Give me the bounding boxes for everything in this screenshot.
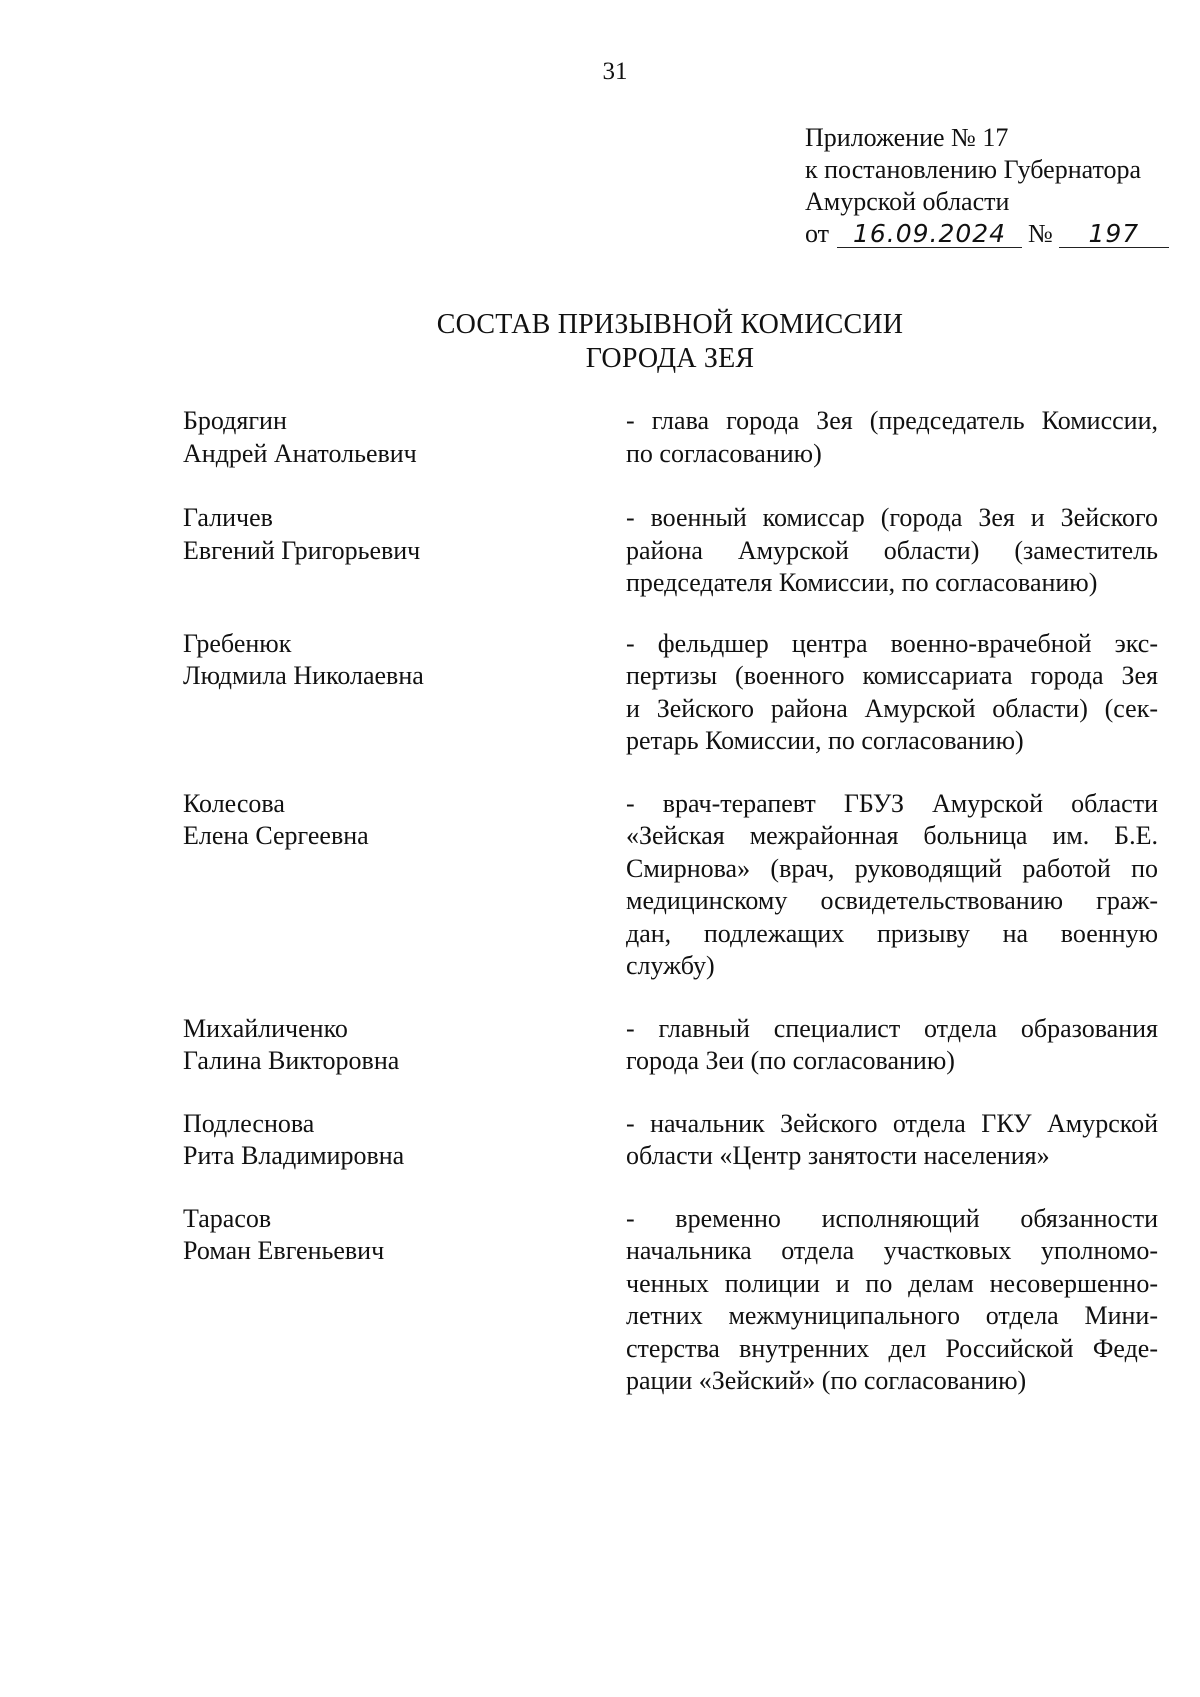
member-given-names: Людмила Николаевна — [183, 661, 424, 690]
page-number: 31 — [602, 58, 628, 85]
member-surname: Галичев — [183, 503, 273, 532]
member-name — [183, 1108, 626, 1173]
title-line-1: СОСТАВ ПРИЗЫВНОЙ КОМИССИИ — [436, 309, 904, 340]
member-surname: Михайличенко — [183, 1013, 348, 1043]
member-role — [626, 1203, 1158, 1398]
member-role — [626, 628, 1158, 758]
member-entry — [183, 1108, 1158, 1173]
role-line: рации «Зейский» (по согласованию) — [626, 1366, 1027, 1395]
role-line: ретарь Комиссии, по согласованию) — [626, 726, 1024, 755]
member-name — [183, 1013, 626, 1078]
role-line: по согласованию) — [626, 438, 822, 468]
commission-members-list — [183, 405, 1158, 1398]
member-name — [183, 502, 626, 600]
member-entry — [183, 1013, 1158, 1078]
member-entry — [183, 1203, 1158, 1398]
member-surname: Подлеснова — [183, 1108, 315, 1138]
title-line-2: ГОРОДА ЗЕЯ — [585, 343, 755, 374]
member-entry — [183, 405, 1158, 470]
role-line: летних межмуниципального отдела Мини- — [626, 1301, 1158, 1330]
member-given-names: Рита Владимировна — [183, 1141, 405, 1170]
role-line: района Амурской области) (заместитель — [626, 535, 1158, 565]
member-given-names: Галина Викторовна — [183, 1046, 400, 1075]
role-line: службу) — [626, 951, 715, 980]
role-line: - начальник Зейского отдела ГКУ Амурской — [626, 1108, 1158, 1138]
handwritten-date: 16.09.2024 — [837, 221, 1022, 248]
role-line: Смирнова» (врач, руководящий работой по — [626, 853, 1158, 883]
role-line: стерства внутренних дел Российской Феде- — [626, 1333, 1158, 1363]
role-line: - фельдшер центра военно-врачебной экс- — [626, 628, 1158, 658]
appendix-header — [805, 122, 1169, 250]
member-given-names: Евгений Григорьевич — [183, 535, 421, 565]
handwritten-number: 197 — [1059, 221, 1169, 248]
role-line: ченных полиции и по делам несовершенно- — [626, 1268, 1158, 1298]
member-role — [626, 1013, 1158, 1078]
role-line: - временно исполняющий обязанности — [626, 1203, 1158, 1233]
member-given-names: Андрей Анатольевич — [183, 438, 417, 468]
member-entry — [183, 788, 1158, 983]
role-line: города Зеи (по согласованию) — [626, 1046, 955, 1075]
role-line: пертизы (военного комиссариата города Зея — [626, 661, 1158, 690]
member-role — [626, 405, 1158, 470]
role-line: дан, подлежащих призыву на военную — [626, 918, 1158, 948]
number-prefix: № — [1028, 219, 1053, 248]
member-surname: Гребенюк — [183, 628, 292, 658]
role-line: и Зейского района Амурской области) (сек- — [626, 693, 1158, 723]
appendix-title: Приложение № 17 — [805, 123, 1009, 152]
member-given-names: Елена Сергеевна — [183, 821, 369, 850]
member-name — [183, 405, 626, 470]
role-line: - военный комиссар (города Зея и Зейского — [626, 503, 1158, 532]
member-name — [183, 628, 626, 758]
document-title — [0, 308, 1200, 376]
member-surname: Бродягин — [183, 406, 287, 435]
member-surname: Тарасов — [183, 1203, 272, 1233]
member-role — [626, 788, 1158, 983]
member-entry — [183, 502, 1158, 600]
appendix-date-line — [805, 218, 1169, 250]
member-surname: Колесова — [183, 788, 285, 818]
role-line: области «Центр занятости населения» — [626, 1141, 1050, 1170]
role-line: начальника отдела участковых уполномо- — [626, 1236, 1158, 1265]
date-prefix: от — [805, 219, 830, 248]
appendix-reference: к постановлению Губернатора — [805, 155, 1142, 184]
member-entry — [183, 628, 1158, 758]
role-line: - глава города Зея (председатель Комиссии, — [626, 406, 1158, 435]
role-line: «Зейская межрайонная больница им. Б.Е. — [626, 821, 1158, 850]
member-role — [626, 502, 1158, 600]
role-line: - главный специалист отдела образования — [626, 1013, 1158, 1043]
member-role — [626, 1108, 1158, 1173]
role-line: председателя Комиссии, по согласованию) — [626, 568, 1098, 597]
role-line: - врач-терапевт ГБУЗ Амурской области — [626, 788, 1158, 818]
member-name — [183, 788, 626, 983]
role-line: медицинскому освидетельствованию граж- — [626, 886, 1158, 915]
member-name — [183, 1203, 626, 1398]
appendix-region: Амурской области — [805, 187, 1010, 216]
member-given-names: Роман Евгеньевич — [183, 1236, 385, 1265]
